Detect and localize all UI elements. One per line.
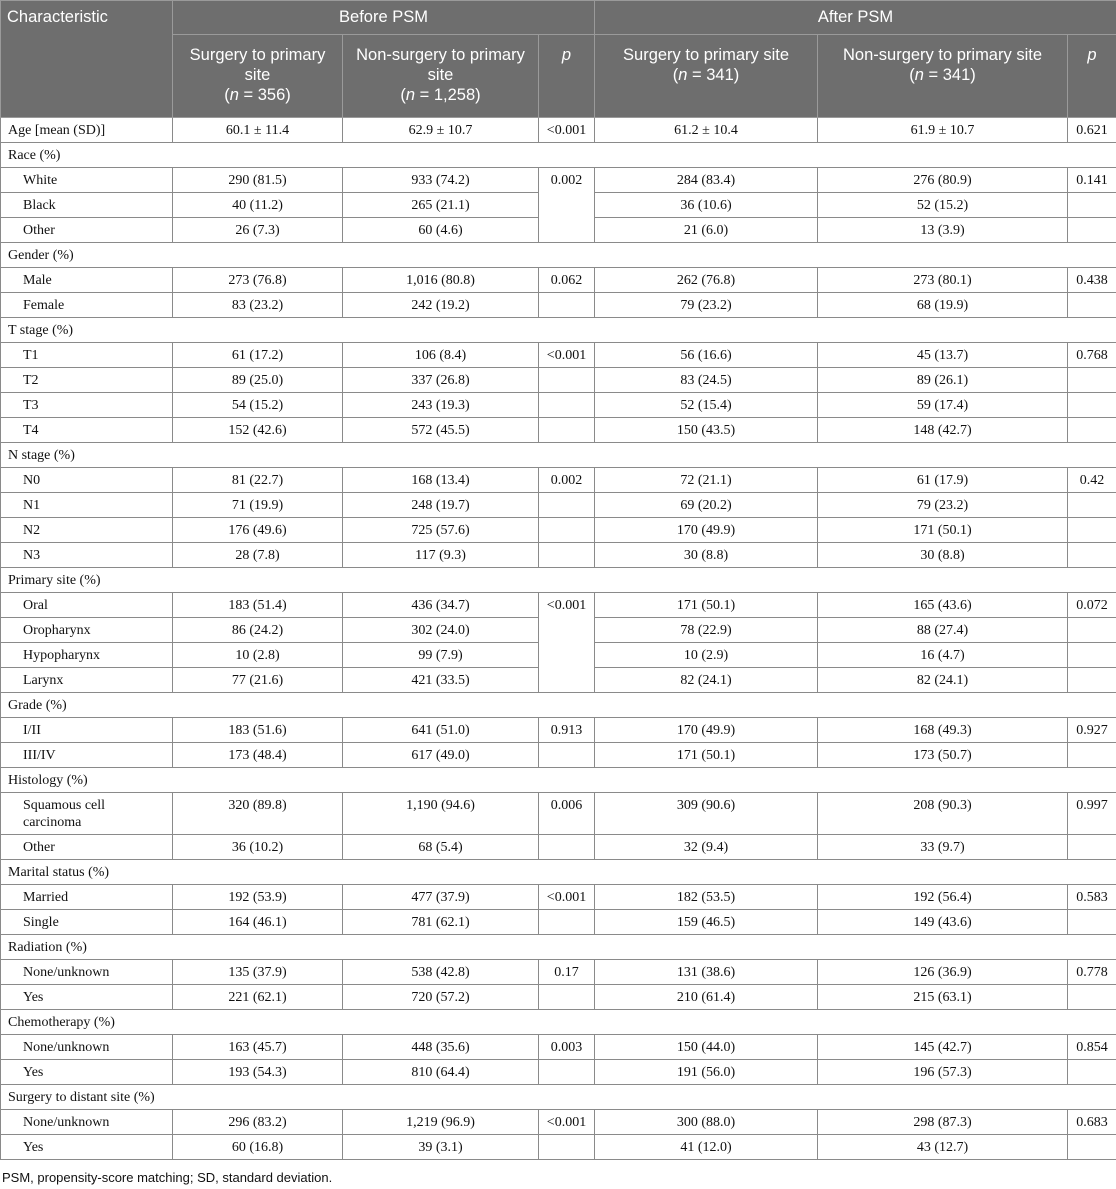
before-p-value: 0.006	[539, 793, 595, 835]
after-p-value	[1068, 518, 1116, 543]
before-surgery-cell: 77 (21.6)	[173, 668, 343, 693]
before-nonsurgery-cell: 1,219 (96.9)	[343, 1110, 539, 1135]
before-nonsurgery-cell: 572 (45.5)	[343, 418, 539, 443]
after-nonsurgery-n-symbol: n	[914, 66, 924, 84]
after-surgery-cell: 182 (53.5)	[595, 885, 818, 910]
before-surgery-cell: 28 (7.8)	[173, 543, 343, 568]
table-row	[1, 743, 1116, 768]
row-label: N2	[1, 518, 173, 543]
before-nonsurgery-cell: 617 (49.0)	[343, 743, 539, 768]
before-surgery-cell: 10 (2.8)	[173, 643, 343, 668]
after-nonsurgery-cell: 196 (57.3)	[818, 1060, 1068, 1085]
after-nonsurgery-cell: 61.9 ± 10.7	[818, 118, 1068, 143]
after-surgery-cell: 83 (24.5)	[595, 368, 818, 393]
before-p-value: 0.062	[539, 268, 595, 293]
before-nonsurgery-cell: 1,190 (94.6)	[343, 793, 539, 835]
section-label: N stage (%)	[1, 443, 1116, 468]
row-label: Larynx	[1, 668, 173, 693]
after-nonsurgery-cell: 82 (24.1)	[818, 668, 1068, 693]
section-label: T stage (%)	[1, 318, 1116, 343]
characteristic-header: Characteristic	[1, 1, 173, 118]
before-surgery-cell: 163 (45.7)	[173, 1035, 343, 1060]
section-row	[1, 1085, 1116, 1110]
section-row	[1, 860, 1116, 885]
before-surgery-cell: 173 (48.4)	[173, 743, 343, 768]
before-surgery-cell: 60 (16.8)	[173, 1135, 343, 1160]
table-row	[1, 518, 1116, 543]
after-surgery-cell: 170 (49.9)	[595, 718, 818, 743]
section-row	[1, 935, 1116, 960]
after-surgery-cell: 159 (46.5)	[595, 910, 818, 935]
after-p-value: 0.778	[1068, 960, 1116, 985]
row-label: Yes	[1, 1135, 173, 1160]
row-label: N1	[1, 493, 173, 518]
before-p-value	[539, 1060, 595, 1085]
after-nonsurgery-cell: 148 (42.7)	[818, 418, 1068, 443]
table-row	[1, 168, 1116, 193]
table-row	[1, 793, 1116, 835]
section-label: Primary site (%)	[1, 568, 1116, 593]
before-surgery-cell: 290 (81.5)	[173, 168, 343, 193]
before-p-value: <0.001	[539, 118, 595, 143]
after-nonsurgery-label: Non-surgery to primary site	[843, 46, 1042, 64]
before-nonsurgery-cell: 265 (21.1)	[343, 193, 539, 218]
after-nonsurgery-cell: 126 (36.9)	[818, 960, 1068, 985]
after-nonsurgery-cell: 165 (43.6)	[818, 593, 1068, 618]
after-p-value: 0.854	[1068, 1035, 1116, 1060]
table-row	[1, 343, 1116, 368]
after-p-value	[1068, 418, 1116, 443]
after-p-value: 0.141	[1068, 168, 1116, 193]
before-nonsurgery-cell: 68 (5.4)	[343, 835, 539, 860]
before-surgery-cell: 71 (19.9)	[173, 493, 343, 518]
before-psm-header: Before PSM	[173, 1, 595, 35]
after-surgery-cell: 30 (8.8)	[595, 543, 818, 568]
after-nonsurgery-n: 341	[942, 66, 971, 84]
section-label: Histology (%)	[1, 768, 1116, 793]
section-row	[1, 568, 1116, 593]
row-label: Yes	[1, 1060, 173, 1085]
table-row	[1, 593, 1116, 618]
after-nonsurgery-header: Non-surgery to primary site (n = 341)	[818, 35, 1068, 118]
table-row	[1, 268, 1116, 293]
before-surgery-cell: 176 (49.6)	[173, 518, 343, 543]
row-label: Yes	[1, 985, 173, 1010]
before-p-value	[539, 543, 595, 568]
before-surgery-cell: 320 (89.8)	[173, 793, 343, 835]
after-nonsurgery-cell: 168 (49.3)	[818, 718, 1068, 743]
after-surgery-n-symbol: n	[678, 66, 688, 84]
before-nonsurgery-cell: 781 (62.1)	[343, 910, 539, 935]
row-label: None/unknown	[1, 1110, 173, 1135]
before-nonsurgery-label: Non-surgery to primary site	[356, 46, 525, 84]
before-nonsurgery-cell: 720 (57.2)	[343, 985, 539, 1010]
before-surgery-cell: 221 (62.1)	[173, 985, 343, 1010]
after-nonsurgery-cell: 145 (42.7)	[818, 1035, 1068, 1060]
after-p-value: 0.997	[1068, 793, 1116, 835]
before-surgery-cell: 36 (10.2)	[173, 835, 343, 860]
before-p-value	[539, 743, 595, 768]
section-row	[1, 243, 1116, 268]
after-nonsurgery-cell: 298 (87.3)	[818, 1110, 1068, 1135]
row-label: Oral	[1, 593, 173, 618]
before-nonsurgery-cell: 725 (57.6)	[343, 518, 539, 543]
before-nonsurgery-n: 1,258	[433, 86, 476, 104]
after-p-header	[1068, 35, 1116, 118]
after-p-value	[1068, 493, 1116, 518]
row-label: Age [mean (SD)]	[1, 118, 173, 143]
after-surgery-cell: 41 (12.0)	[595, 1135, 818, 1160]
before-nonsurgery-cell: 168 (13.4)	[343, 468, 539, 493]
after-surgery-cell: 300 (88.0)	[595, 1110, 818, 1135]
table-row	[1, 493, 1116, 518]
after-nonsurgery-cell: 208 (90.3)	[818, 793, 1068, 835]
after-surgery-cell: 10 (2.9)	[595, 643, 818, 668]
after-surgery-cell: 21 (6.0)	[595, 218, 818, 243]
section-label: Marital status (%)	[1, 860, 1116, 885]
before-surgery-label: Surgery to primary site	[189, 46, 326, 84]
after-surgery-cell: 309 (90.6)	[595, 793, 818, 835]
after-surgery-cell: 210 (61.4)	[595, 985, 818, 1010]
row-label: I/II	[1, 718, 173, 743]
before-nonsurgery-header: Non-surgery to primary site (n = 1,258)	[343, 35, 539, 118]
before-surgery-header: Surgery to primary site (n = 356)	[173, 35, 343, 118]
after-surgery-cell: 79 (23.2)	[595, 293, 818, 318]
before-surgery-cell: 152 (42.6)	[173, 418, 343, 443]
after-nonsurgery-cell: 173 (50.7)	[818, 743, 1068, 768]
before-surgery-cell: 164 (46.1)	[173, 910, 343, 935]
section-label: Surgery to distant site (%)	[1, 1085, 1116, 1110]
row-label: White	[1, 168, 173, 193]
row-label: Male	[1, 268, 173, 293]
before-nonsurgery-cell: 62.9 ± 10.7	[343, 118, 539, 143]
row-label: III/IV	[1, 743, 173, 768]
section-row	[1, 143, 1116, 168]
after-nonsurgery-cell: 43 (12.7)	[818, 1135, 1068, 1160]
after-surgery-cell: 262 (76.8)	[595, 268, 818, 293]
after-p-value	[1068, 910, 1116, 935]
before-nonsurgery-cell: 477 (37.9)	[343, 885, 539, 910]
before-surgery-cell: 40 (11.2)	[173, 193, 343, 218]
after-nonsurgery-cell: 52 (15.2)	[818, 193, 1068, 218]
section-label: Gender (%)	[1, 243, 1116, 268]
table-row	[1, 1035, 1116, 1060]
table-row	[1, 960, 1116, 985]
after-p-value: 0.927	[1068, 718, 1116, 743]
table-row	[1, 1110, 1116, 1135]
after-nonsurgery-cell: 149 (43.6)	[818, 910, 1068, 935]
table-row	[1, 985, 1116, 1010]
after-nonsurgery-cell: 33 (9.7)	[818, 835, 1068, 860]
row-label: T2	[1, 368, 173, 393]
section-row	[1, 768, 1116, 793]
before-nonsurgery-cell: 538 (42.8)	[343, 960, 539, 985]
after-surgery-cell: 191 (56.0)	[595, 1060, 818, 1085]
before-surgery-cell: 86 (24.2)	[173, 618, 343, 643]
header-row-groups	[1, 1, 1116, 35]
before-p-value: 0.17	[539, 960, 595, 985]
after-p-value	[1068, 218, 1116, 243]
table-row	[1, 418, 1116, 443]
before-surgery-cell: 26 (7.3)	[173, 218, 343, 243]
before-p-value	[539, 493, 595, 518]
after-surgery-cell: 170 (49.9)	[595, 518, 818, 543]
before-p-value: 0.003	[539, 1035, 595, 1060]
row-label: Married	[1, 885, 173, 910]
row-label: N0	[1, 468, 173, 493]
after-nonsurgery-cell: 45 (13.7)	[818, 343, 1068, 368]
section-row	[1, 318, 1116, 343]
after-p-value: 0.768	[1068, 343, 1116, 368]
after-surgery-cell: 131 (38.6)	[595, 960, 818, 985]
before-p-value	[539, 835, 595, 860]
before-p-header	[539, 35, 595, 118]
row-label: T1	[1, 343, 173, 368]
before-surgery-cell: 60.1 ± 11.4	[173, 118, 343, 143]
after-surgery-cell: 56 (16.6)	[595, 343, 818, 368]
table-row	[1, 910, 1116, 935]
before-p-value: 0.002	[539, 168, 595, 243]
section-row	[1, 443, 1116, 468]
before-p-value	[539, 418, 595, 443]
after-p-value	[1068, 643, 1116, 668]
before-surgery-cell: 81 (22.7)	[173, 468, 343, 493]
after-p-value	[1068, 743, 1116, 768]
after-nonsurgery-cell: 30 (8.8)	[818, 543, 1068, 568]
after-psm-header: After PSM	[595, 1, 1116, 35]
table-row	[1, 393, 1116, 418]
before-surgery-cell: 54 (15.2)	[173, 393, 343, 418]
before-surgery-cell: 183 (51.4)	[173, 593, 343, 618]
table-body	[1, 118, 1116, 1160]
after-p-value	[1068, 835, 1116, 860]
after-p-value	[1068, 985, 1116, 1010]
after-surgery-cell: 52 (15.4)	[595, 393, 818, 418]
before-surgery-cell: 61 (17.2)	[173, 343, 343, 368]
after-nonsurgery-cell: 215 (63.1)	[818, 985, 1068, 1010]
before-nonsurgery-cell: 60 (4.6)	[343, 218, 539, 243]
after-p-value	[1068, 1060, 1116, 1085]
after-surgery-cell: 150 (44.0)	[595, 1035, 818, 1060]
section-label: Radiation (%)	[1, 935, 1116, 960]
after-nonsurgery-cell: 13 (3.9)	[818, 218, 1068, 243]
after-nonsurgery-cell: 273 (80.1)	[818, 268, 1068, 293]
row-label: Single	[1, 910, 173, 935]
before-p-value	[539, 985, 595, 1010]
before-nonsurgery-cell: 243 (19.3)	[343, 393, 539, 418]
after-nonsurgery-cell: 59 (17.4)	[818, 393, 1068, 418]
before-p-value	[539, 1135, 595, 1160]
before-nonsurgery-n-symbol: n	[405, 86, 416, 104]
before-nonsurgery-cell: 436 (34.7)	[343, 593, 539, 618]
after-surgery-cell: 72 (21.1)	[595, 468, 818, 493]
row-label: T3	[1, 393, 173, 418]
before-p-value: <0.001	[539, 593, 595, 693]
before-p-value	[539, 293, 595, 318]
section-row	[1, 693, 1116, 718]
before-nonsurgery-cell: 810 (64.4)	[343, 1060, 539, 1085]
section-row	[1, 1010, 1116, 1035]
before-surgery-cell: 193 (54.3)	[173, 1060, 343, 1085]
table-row	[1, 1135, 1116, 1160]
before-nonsurgery-cell: 302 (24.0)	[343, 618, 539, 643]
before-surgery-cell: 89 (25.0)	[173, 368, 343, 393]
before-nonsurgery-cell: 337 (26.8)	[343, 368, 539, 393]
before-nonsurgery-cell: 933 (74.2)	[343, 168, 539, 193]
table-row	[1, 718, 1116, 743]
row-label: Other	[1, 218, 173, 243]
table-row	[1, 368, 1116, 393]
after-surgery-label: Surgery to primary site	[623, 46, 789, 64]
row-label: Hypopharynx	[1, 643, 173, 668]
after-nonsurgery-cell: 79 (23.2)	[818, 493, 1068, 518]
before-nonsurgery-cell: 39 (3.1)	[343, 1135, 539, 1160]
after-p-value	[1068, 1135, 1116, 1160]
before-nonsurgery-cell: 1,016 (80.8)	[343, 268, 539, 293]
before-p-value: <0.001	[539, 343, 595, 368]
before-surgery-cell: 296 (83.2)	[173, 1110, 343, 1135]
before-p-value: 0.913	[539, 718, 595, 743]
before-nonsurgery-cell: 421 (33.5)	[343, 668, 539, 693]
after-p-value	[1068, 293, 1116, 318]
table-row	[1, 468, 1116, 493]
after-nonsurgery-cell: 68 (19.9)	[818, 293, 1068, 318]
table-row	[1, 118, 1116, 143]
after-surgery-cell: 36 (10.6)	[595, 193, 818, 218]
after-nonsurgery-cell: 276 (80.9)	[818, 168, 1068, 193]
row-label: None/unknown	[1, 960, 173, 985]
after-surgery-cell: 284 (83.4)	[595, 168, 818, 193]
before-surgery-cell: 83 (23.2)	[173, 293, 343, 318]
after-surgery-n: 341	[706, 66, 734, 84]
before-nonsurgery-cell: 106 (8.4)	[343, 343, 539, 368]
after-p-value: 0.683	[1068, 1110, 1116, 1135]
before-nonsurgery-cell: 242 (19.2)	[343, 293, 539, 318]
after-p-value: 0.42	[1068, 468, 1116, 493]
before-p-value	[539, 393, 595, 418]
section-label: Chemotherapy (%)	[1, 1010, 1116, 1035]
section-label: Race (%)	[1, 143, 1116, 168]
before-surgery-n: 356	[257, 86, 286, 104]
after-p-value: 0.438	[1068, 268, 1116, 293]
after-surgery-cell: 61.2 ± 10.4	[595, 118, 818, 143]
after-surgery-cell: 171 (50.1)	[595, 593, 818, 618]
after-surgery-cell: 150 (43.5)	[595, 418, 818, 443]
before-p-value	[539, 518, 595, 543]
after-surgery-cell: 69 (20.2)	[595, 493, 818, 518]
table-row	[1, 885, 1116, 910]
after-p-value	[1068, 393, 1116, 418]
before-surgery-n-symbol: n	[229, 86, 239, 104]
after-p-value: 0.621	[1068, 118, 1116, 143]
before-nonsurgery-cell: 248 (19.7)	[343, 493, 539, 518]
after-p-value: 0.583	[1068, 885, 1116, 910]
before-p-value: <0.001	[539, 1110, 595, 1135]
table-row	[1, 835, 1116, 860]
before-nonsurgery-cell: 641 (51.0)	[343, 718, 539, 743]
after-nonsurgery-cell: 16 (4.7)	[818, 643, 1068, 668]
after-p-value	[1068, 618, 1116, 643]
row-label: Black	[1, 193, 173, 218]
after-nonsurgery-cell: 89 (26.1)	[818, 368, 1068, 393]
row-label: Other	[1, 835, 173, 860]
after-nonsurgery-cell: 192 (56.4)	[818, 885, 1068, 910]
table-row	[1, 1060, 1116, 1085]
before-surgery-cell: 273 (76.8)	[173, 268, 343, 293]
before-surgery-cell: 135 (37.9)	[173, 960, 343, 985]
before-p-label: p	[561, 46, 572, 64]
after-p-value	[1068, 193, 1116, 218]
before-surgery-cell: 183 (51.6)	[173, 718, 343, 743]
after-p-value	[1068, 543, 1116, 568]
after-p-value	[1068, 368, 1116, 393]
section-label: Grade (%)	[1, 693, 1116, 718]
after-surgery-cell: 32 (9.4)	[595, 835, 818, 860]
before-surgery-cell: 192 (53.9)	[173, 885, 343, 910]
after-surgery-header: Surgery to primary site (n = 341)	[595, 35, 818, 118]
before-p-value	[539, 910, 595, 935]
table-row	[1, 543, 1116, 568]
before-p-value	[539, 368, 595, 393]
before-p-value: <0.001	[539, 885, 595, 910]
after-p-label: p	[1087, 46, 1097, 64]
after-surgery-cell: 171 (50.1)	[595, 743, 818, 768]
after-nonsurgery-cell: 171 (50.1)	[818, 518, 1068, 543]
after-nonsurgery-cell: 61 (17.9)	[818, 468, 1068, 493]
before-nonsurgery-cell: 99 (7.9)	[343, 643, 539, 668]
table-row	[1, 293, 1116, 318]
after-nonsurgery-cell: 88 (27.4)	[818, 618, 1068, 643]
row-label: T4	[1, 418, 173, 443]
row-label: Squamous cell carcinoma	[1, 793, 173, 835]
before-nonsurgery-cell: 117 (9.3)	[343, 543, 539, 568]
row-label: N3	[1, 543, 173, 568]
after-p-value	[1068, 668, 1116, 693]
row-label: None/unknown	[1, 1035, 173, 1060]
after-surgery-cell: 78 (22.9)	[595, 618, 818, 643]
before-p-value: 0.002	[539, 468, 595, 493]
table-footnote: PSM, propensity-score matching; SD, standard deviation.	[2, 1170, 333, 1185]
before-nonsurgery-cell: 448 (35.6)	[343, 1035, 539, 1060]
after-surgery-cell: 82 (24.1)	[595, 668, 818, 693]
after-p-value: 0.072	[1068, 593, 1116, 618]
row-label: Oropharynx	[1, 618, 173, 643]
row-label: Female	[1, 293, 173, 318]
